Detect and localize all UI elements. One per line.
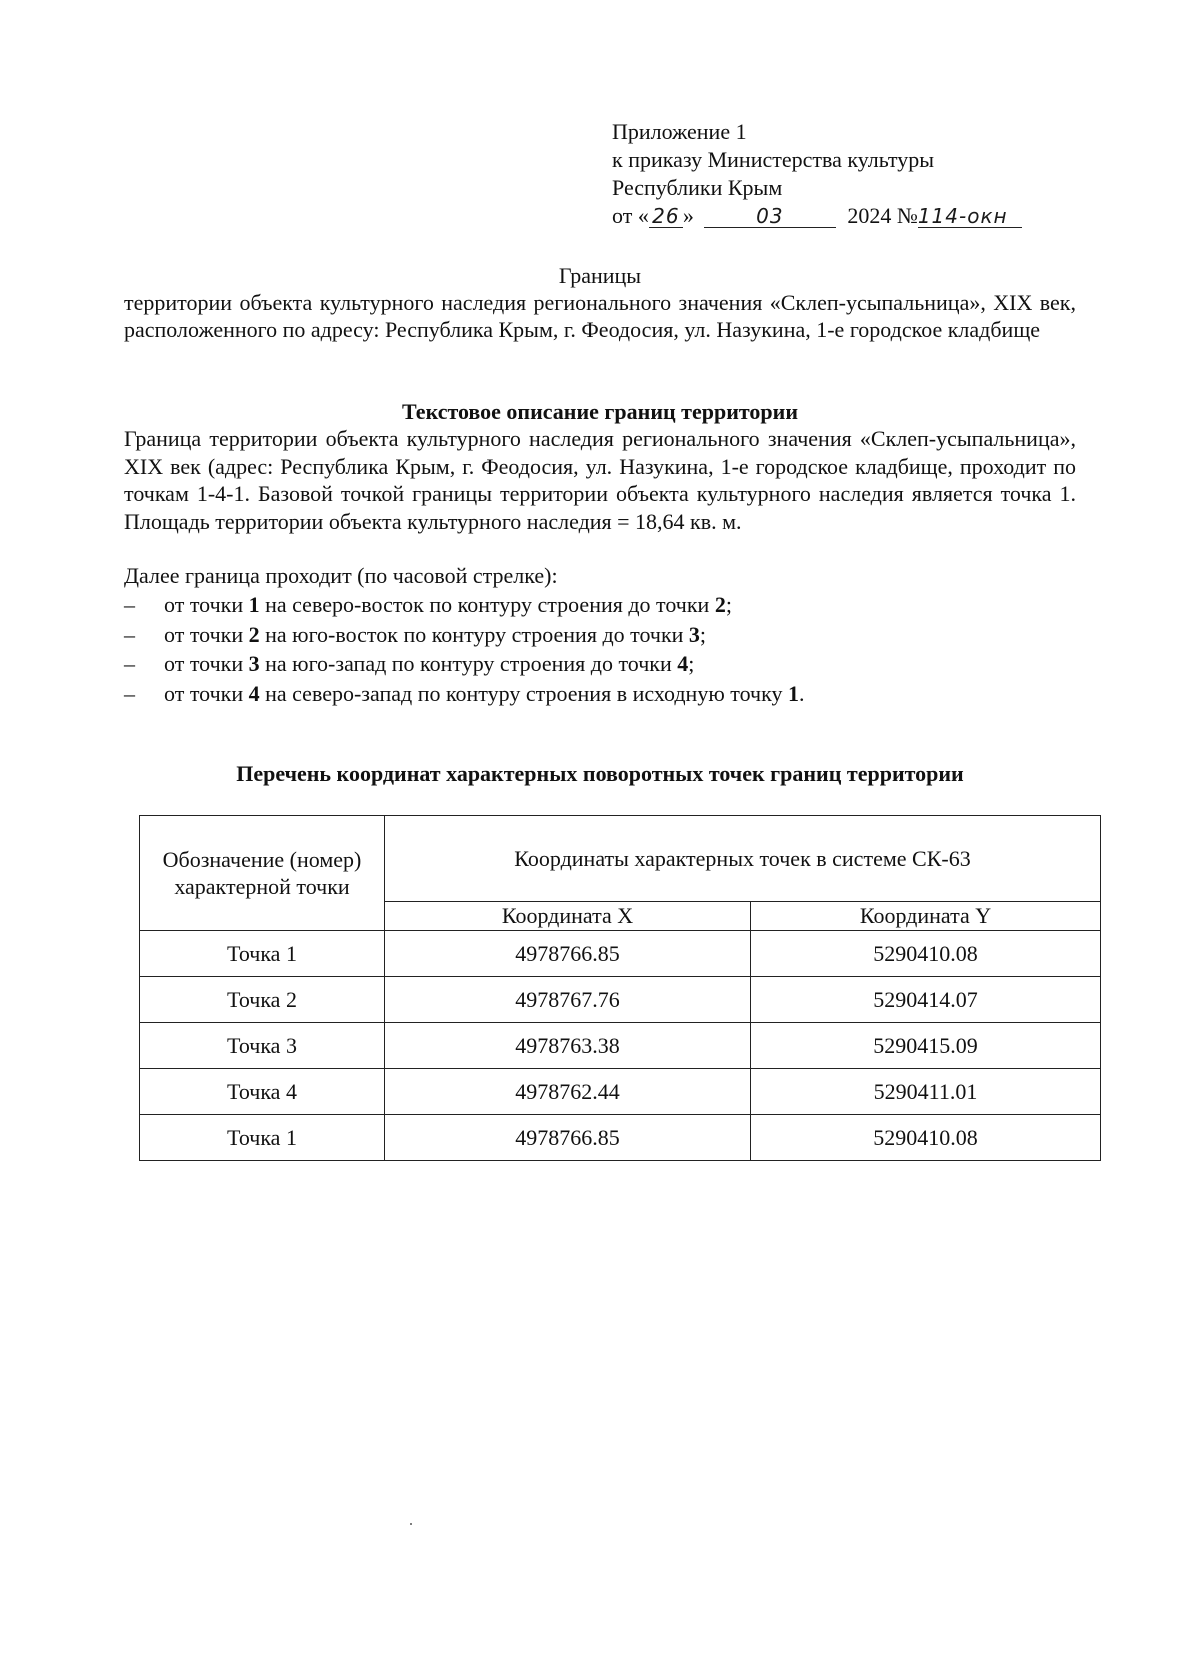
cell-point: Точка 2 bbox=[140, 977, 385, 1023]
cell-y: 5290414.07 bbox=[751, 977, 1101, 1023]
point-number: 1 bbox=[248, 592, 260, 617]
scan-speck bbox=[410, 1523, 412, 1525]
table-row bbox=[140, 931, 1101, 977]
cell-y: 5290415.09 bbox=[751, 1023, 1101, 1069]
cell-x: 4978766.85 bbox=[385, 931, 751, 977]
cell-point: Точка 1 bbox=[140, 931, 385, 977]
date-prefix: от « bbox=[612, 203, 649, 228]
list-item-punct: ; bbox=[688, 651, 695, 676]
list-item-punct: . bbox=[798, 680, 805, 706]
list-item-text: на северо-запад по контуру строения в исходную точку bbox=[259, 680, 788, 706]
list-item-punct: ; bbox=[725, 592, 732, 617]
point-number: 3 bbox=[248, 651, 260, 676]
cell-y: 5290410.08 bbox=[751, 931, 1101, 977]
coordinates-table bbox=[139, 815, 1101, 1161]
point-number: 4 bbox=[248, 680, 260, 706]
table-row bbox=[140, 1069, 1101, 1115]
list-item bbox=[124, 620, 804, 650]
dash-marker: – bbox=[124, 621, 135, 647]
dash-marker: – bbox=[124, 592, 135, 617]
point-number: 4 bbox=[677, 651, 689, 676]
list-item-text: от точки bbox=[164, 680, 249, 706]
point-number: 2 bbox=[714, 592, 726, 617]
document-title-description: территории объекта культурного наследия регионального значения «Склеп-усыпальница», XIX век, расположенного по адресу: Республика Крым, г. Феодосия, ул. Назукина, 1-е городское кладбище bbox=[124, 290, 1076, 342]
coordinates-table-heading: Перечень координат характерных поворотных точек границ территории bbox=[236, 761, 964, 786]
list-item-text: от точки bbox=[164, 592, 249, 617]
table-row bbox=[140, 1115, 1101, 1161]
text-description-heading: Текстовое описание границ территории bbox=[401, 399, 799, 424]
document-title: Границы bbox=[558, 263, 642, 288]
cell-point: Точка 1 bbox=[140, 1115, 385, 1161]
list-item bbox=[124, 649, 804, 679]
cell-x: 4978766.85 bbox=[385, 1115, 751, 1161]
header-coordinate-y: Координата Y bbox=[751, 902, 1101, 931]
appendix-line-1: Приложение 1 bbox=[612, 119, 747, 144]
table-row bbox=[140, 1023, 1101, 1069]
dash-marker: – bbox=[124, 680, 135, 706]
cell-x: 4978763.38 bbox=[385, 1023, 751, 1069]
point-number: 2 bbox=[248, 621, 260, 647]
list-item bbox=[124, 679, 804, 709]
list-item-text: на юго-запад по контуру строения до точки bbox=[259, 651, 678, 676]
cell-y: 5290410.08 bbox=[751, 1115, 1101, 1161]
header-coordinate-x: Координата X bbox=[385, 902, 751, 931]
list-item bbox=[124, 590, 804, 620]
table-row bbox=[140, 977, 1101, 1023]
date-year: 2024 bbox=[847, 203, 892, 228]
cell-point: Точка 3 bbox=[140, 1023, 385, 1069]
point-number: 3 bbox=[688, 621, 700, 647]
cell-x: 4978762.44 bbox=[385, 1069, 751, 1115]
list-item-punct: ; bbox=[699, 621, 707, 647]
point-number: 1 bbox=[787, 680, 799, 706]
appendix-date-line bbox=[612, 202, 1022, 230]
dash-marker: – bbox=[124, 651, 135, 676]
cell-x: 4978767.76 bbox=[385, 977, 751, 1023]
list-item-text: на юго-восток по контуру строения до точки bbox=[259, 621, 689, 647]
list-item-text: от точки bbox=[164, 621, 249, 647]
order-number: 114-окн bbox=[918, 205, 1022, 228]
boundary-route-intro: Далее граница проходит (по часовой стрелке): bbox=[124, 563, 558, 588]
number-sign: № bbox=[896, 203, 918, 228]
header-point-designation bbox=[140, 816, 385, 931]
header-point-line-2: характерной точки bbox=[174, 874, 350, 899]
list-item-text: на северо-восток по контуру строения до точки bbox=[259, 592, 715, 617]
cell-y: 5290411.01 bbox=[751, 1069, 1101, 1115]
header-point-line-1: Обозначение (номер) bbox=[162, 847, 362, 872]
list-item-text: от точки bbox=[164, 651, 249, 676]
appendix-line-3: Республики Крым bbox=[612, 175, 783, 200]
appendix-block bbox=[612, 118, 1022, 230]
appendix-line-2: к приказу Министерства культуры bbox=[612, 147, 935, 172]
date-month: 03 bbox=[704, 205, 836, 228]
boundary-route-list bbox=[124, 590, 804, 708]
cell-point: Точка 4 bbox=[140, 1069, 385, 1115]
header-coordinates-system: Координаты характерных точек в системе СК-63 bbox=[385, 816, 1101, 902]
text-description-paragraph: Граница территории объекта культурного наследия регионального значения «Склеп-усыпальница», XIX век (адрес: Республика Крым, г. Феодосия, ул. Назукина, 1-е городское кладбище, проходит по точкам 1-4-1. Базовой точкой границы территории объекта культурного наследия является точка 1. Площадь территории объекта культурного наследия = 18,64 кв. м. bbox=[124, 426, 1076, 534]
date-mid: » bbox=[682, 203, 694, 228]
date-day: 26 bbox=[649, 205, 683, 228]
